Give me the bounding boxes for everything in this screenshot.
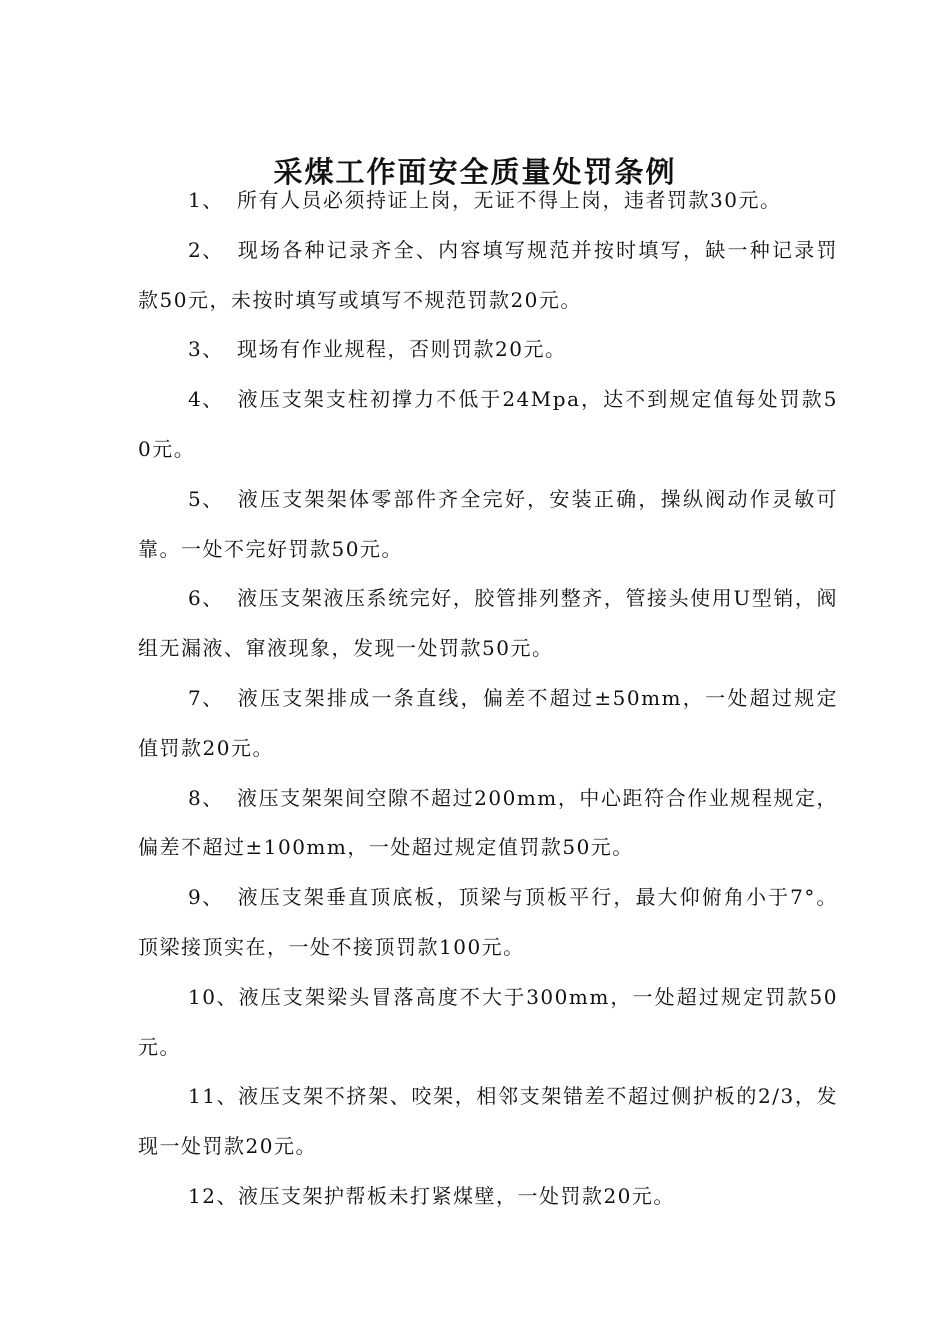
clause-number: 7、 (188, 685, 224, 710)
clause-text: 现场各种记录齐全、内容填写规范并按时填写，缺一种记录罚款50元，未按时填写或填写不规范罚款20元。 (138, 237, 838, 312)
clause-text: 液压支架不挤架、咬架，相邻支架错差不超过侧护板的2/3，发现一处罚款20元。 (138, 1084, 838, 1159)
clause-11 (138, 1072, 838, 1172)
clause-5 (138, 475, 838, 575)
clause-number: 3、 (188, 337, 224, 362)
clause-number: 5、 (188, 486, 224, 511)
clause-3 (138, 325, 838, 375)
clause-number: 9、 (188, 885, 224, 910)
clause-number: 1、 (188, 188, 224, 212)
clause-10 (138, 973, 838, 1073)
clause-number: 10、 (188, 984, 238, 1009)
clause-12 (138, 1172, 838, 1222)
clause-number: 11、 (188, 1084, 238, 1109)
clause-text: 液压支架支柱初撑力不低于24Mpa，达不到规定值每处罚款50元。 (138, 387, 838, 461)
clause-9 (138, 873, 838, 973)
document-title: 采煤工作面安全质量处罚条例 (273, 155, 677, 190)
clause-text: 液压支架梁头冒落高度不大于300mm，一处超过规定罚款50元。 (138, 984, 838, 1059)
clause-text: 液压支架排成一条直线，偏差不超过±50mm，一处超过规定值罚款20元。 (138, 685, 838, 760)
clause-number: 4、 (188, 387, 224, 412)
clause-text: 液压支架护帮板未打紧煤壁，一处罚款20元。 (237, 1183, 675, 1208)
clause-7 (138, 674, 838, 774)
clause-text: 液压支架垂直顶底板，顶梁与顶板平行，最大仰俯角小于7°。顶梁接顶实在，一处不接顶罚款100元。 (138, 885, 838, 959)
clause-1 (138, 176, 838, 226)
clause-2 (138, 226, 838, 326)
clause-number: 2、 (188, 237, 224, 262)
clause-number: 12、 (188, 1183, 238, 1208)
clause-8 (138, 774, 838, 874)
clause-number: 8、 (188, 785, 224, 810)
clause-number: 6、 (188, 586, 224, 611)
clause-text: 所有人员必须持证上岗，无证不得上岗，违者罚款30元。 (237, 188, 782, 212)
clause-text: 现场有作业规程，否则罚款20元。 (237, 337, 567, 362)
clause-text: 液压支架架体零部件齐全完好，安装正确，操纵阀动作灵敏可靠。一处不完好罚款50元。 (138, 486, 838, 561)
clause-6 (138, 574, 838, 674)
clause-list (138, 176, 838, 1222)
clause-4 (138, 375, 838, 475)
clause-text: 液压支架液压系统完好，胶管排列整齐，管接头使用U型销，阀组无漏液、窜液现象，发现一处罚款50元。 (138, 586, 838, 661)
clause-text: 液压支架架间空隙不超过200mm，中心距符合作业规程规定，偏差不超过±100mm，一处超过规定值罚款50元。 (138, 785, 838, 860)
